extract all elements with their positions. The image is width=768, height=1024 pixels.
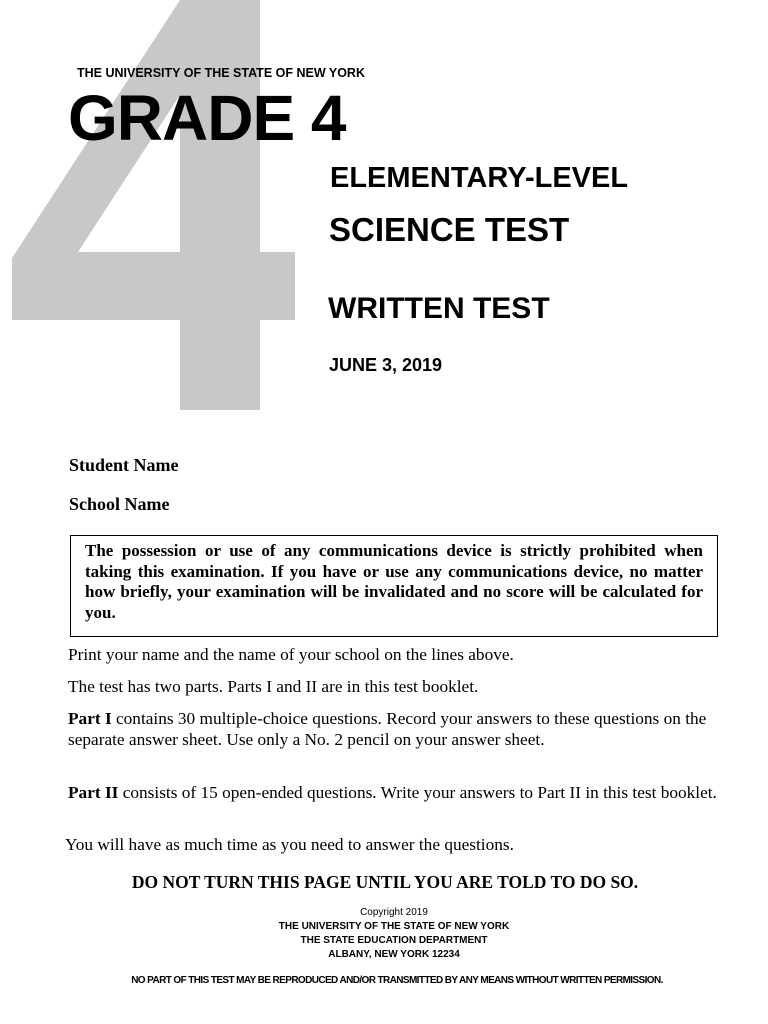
instruction-part-two [68, 783, 718, 804]
university-heading: THE UNIVERSITY OF THE STATE OF NEW YORK [77, 66, 365, 80]
device-notice-box [70, 535, 718, 637]
grade-title: GRADE 4 [68, 82, 346, 154]
test-date: JUNE 3, 2019 [329, 355, 443, 375]
footer-university: THE UNIVERSITY OF THE STATE OF NEW YORK [278, 921, 510, 932]
subject-heading: SCIENCE TEST [329, 211, 570, 248]
background-numeral-four [8, 0, 308, 420]
part-two-label: Part II [68, 783, 119, 802]
level-heading: ELEMENTARY-LEVEL [330, 162, 629, 194]
instruction-two-parts: The test has two parts. Parts I and II are in this test booklet. [68, 677, 479, 696]
copyright-line: Copyright 2019 [360, 907, 428, 918]
instruction-time: You will have as much time as you need to answer the questions. [65, 835, 514, 854]
device-notice-text: The possession or use of any communications device is strictly prohibited when taking this examination. If you have or use any communications device, no matter how briefly, your examination will be invalidated and no score will be calculated for you. [85, 541, 703, 622]
student-name-label: Student Name [69, 455, 179, 475]
instruction-print-names: Print your name and the name of your school on the lines above. [68, 645, 514, 664]
part-two-text: consists of 15 open-ended questions. Write your answers to Part II in this test booklet. [118, 783, 717, 802]
part-one-label: Part I [68, 709, 112, 728]
test-type-heading: WRITTEN TEST [328, 292, 550, 325]
do-not-turn-warning [0, 871, 768, 893]
reproduction-notice: NO PART OF THIS TEST MAY BE REPRODUCED AND/OR TRANSMITTED BY ANY MEANS WITHOUT WRITTEN PERMISSION. [131, 975, 663, 986]
footer-copyright-block [0, 906, 768, 962]
part-one-text: contains 30 multiple-choice questions. Record your answers to these questions on the separate answer sheet. Use only a No. 2 pencil on your answer sheet. [68, 709, 707, 749]
footer-department: THE STATE EDUCATION DEPARTMENT [300, 935, 488, 946]
school-name-label: School Name [69, 494, 170, 514]
do-not-turn-text: DO NOT TURN THIS PAGE UNTIL YOU ARE TOLD TO DO SO. [131, 872, 639, 892]
footer-address: ALBANY, NEW YORK 12234 [328, 949, 460, 960]
instruction-part-one [68, 709, 718, 750]
